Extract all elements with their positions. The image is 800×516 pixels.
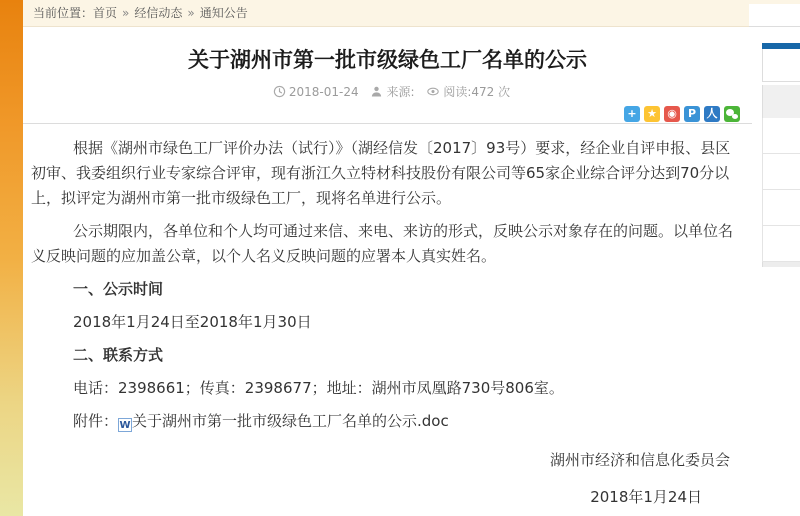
clock-icon (273, 85, 286, 98)
breadcrumb-label: 当前位置： (33, 6, 94, 20)
top-sliver (749, 0, 800, 4)
breadcrumb-separator: » (122, 6, 130, 20)
paragraph-basis: 根据《湖州市绿色工厂评价办法（试行）》（湖经信发〔2017〕93号）要求，经企业自评申报、县区初审、我委组织行业专家综合评审，现有浙江久立特材科技股份有限公司等65家企业综合评分达到70分以上，拟评定为湖州市第一批市级绿色工厂，现将名单进行公示。 (31, 139, 731, 207)
section2-heading: 二、联系方式 (73, 346, 164, 364)
paragraph-feedback: 公示期限内，各单位和个人均可通过来信、来电、来访的形式，反映公示对象存在的问题。以单位名义反映问题的应加盖公章，以个人名义反映问题的应署本人真实姓名。 (31, 222, 734, 265)
breadcrumb-notice-link[interactable]: 通知公告 (199, 6, 248, 20)
right-sidebar-panel (762, 43, 800, 267)
breadcrumb-separator: » (187, 6, 195, 20)
signature-date: 2018年1月24日 (590, 488, 702, 506)
views-icon (426, 85, 440, 98)
content-divider (23, 123, 752, 124)
breadcrumb (23, 0, 749, 27)
article-content (23, 28, 752, 510)
author-icon (370, 85, 383, 98)
qzone-share-icon[interactable]: ★ (644, 106, 660, 122)
breadcrumb-home-link[interactable]: 首页 (93, 6, 118, 20)
sidebar-header-box (762, 49, 800, 82)
sina-weibo-share-icon[interactable]: ◉ (664, 106, 680, 122)
attachment-label: 附件： (73, 412, 119, 430)
sidebar-list-item[interactable] (762, 154, 800, 190)
attachment-row (23, 409, 752, 434)
section1-body: 2018年1月24日至2018年1月30日 (73, 313, 312, 331)
word-doc-icon: W (119, 420, 131, 431)
wechat-share-icon[interactable] (724, 106, 740, 122)
attachment-link[interactable]: 关于湖州市第一批市级绿色工厂名单的公示.doc (132, 412, 449, 430)
publish-date: 2018-01-24 (288, 85, 359, 99)
right-top-border (749, 26, 800, 27)
sidebar-list-item[interactable] (762, 226, 800, 262)
share-toolbar (23, 103, 752, 119)
section1-heading: 一、公示时间 (73, 280, 164, 298)
breadcrumb-jingxin-link[interactable]: 经信动态 (134, 6, 183, 20)
section2-body: 电话：2398661；传真：2398677；地址：湖州市凤凰路730号806室。 (73, 379, 564, 397)
article-title: 关于湖州市第一批市级绿色工厂名单的公示 (188, 48, 587, 72)
sidebar-list-item[interactable] (762, 118, 800, 154)
pengyou-share-icon[interactable]: P (684, 106, 700, 122)
sidebar-list-item[interactable] (762, 190, 800, 226)
share-more-icon[interactable]: + (624, 106, 640, 122)
renren-share-icon[interactable]: 人 (704, 106, 720, 122)
signature-org: 湖州市经济和信息化委员会 (549, 451, 730, 469)
sidebar-gray-cell (762, 85, 800, 118)
sidebar-footer-strip (762, 262, 800, 267)
left-decor-strip (0, 0, 23, 516)
source-label: 来源: (386, 85, 415, 99)
article-meta (23, 83, 752, 99)
views-count: 阅读:472 次 (443, 85, 511, 99)
